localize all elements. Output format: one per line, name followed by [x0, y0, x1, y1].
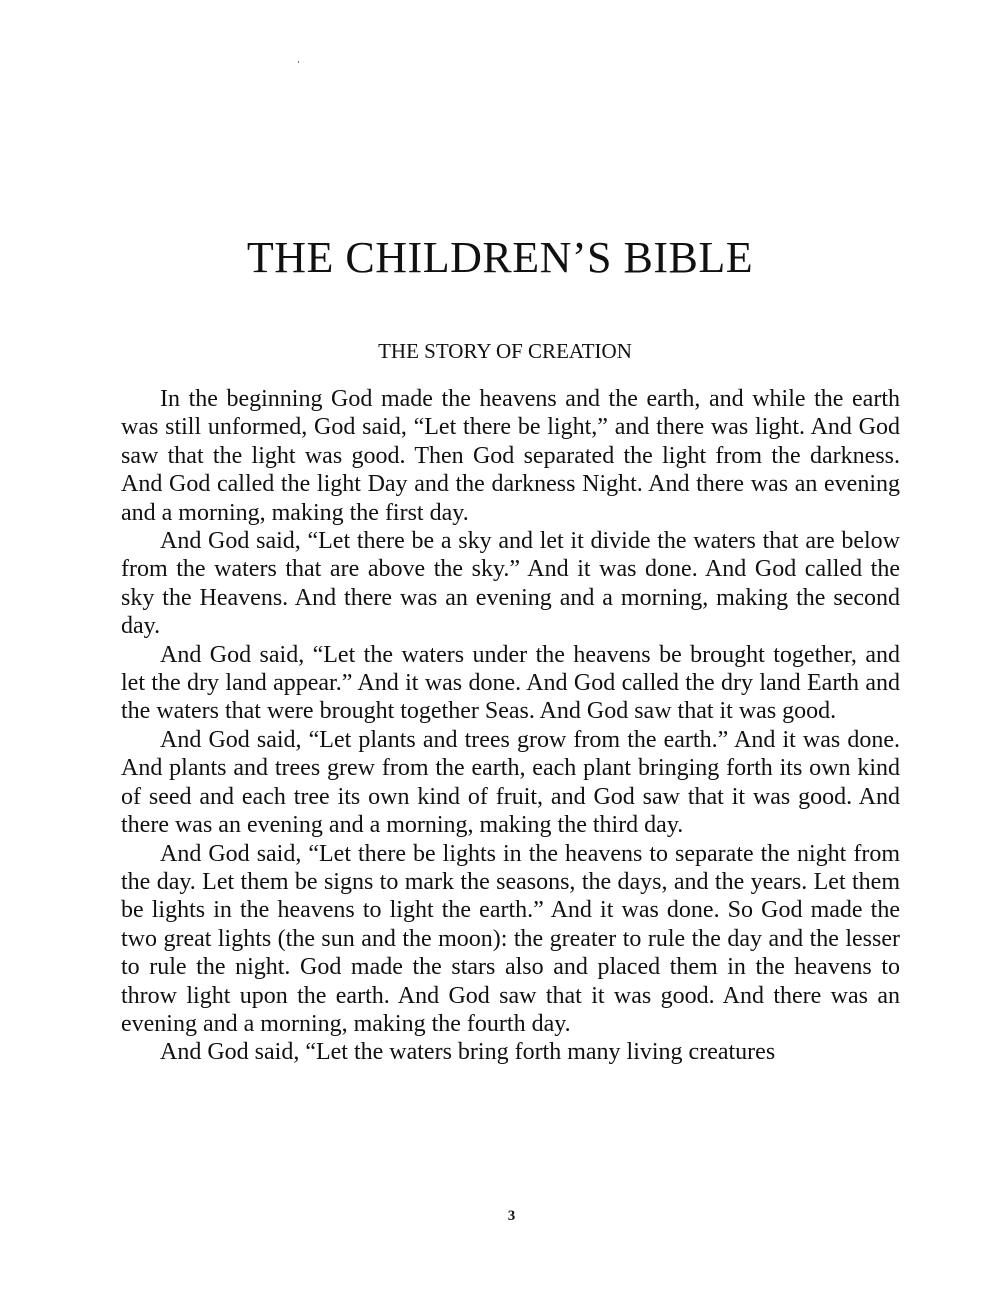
- paragraph-second-day: And God said, “Let there be a sky and let it divide the waters that are below from the waters that are above the sky.” And it was done. And God called the sky the Heavens. And there was an evening and a morning, making the second day.: [121, 528, 900, 640]
- chapter-title: THE STORY OF CREATION: [378, 339, 632, 363]
- paragraph-third-day: And God said, “Let plants and trees grow from the earth.” And it was done. And plants and trees grew from the earth, each plant bringing forth its own kind of seed and each tree its own kind of fruit, and God saw that it was good. And there was an evening and a morning, making the third day.: [121, 726, 900, 839]
- body-text: [121, 385, 900, 1067]
- print-speck: [298, 61, 299, 63]
- paragraph-dry-land: And God said, “Let the waters under the heavens be brought together, and let the dry land appear.” And it was done. And God called the dry land Earth and the waters that were brought together Seas. And God saw that it was good.: [121, 641, 900, 725]
- paragraph-living-creatures: And God said, “Let the waters bring forth many living creatures: [160, 1039, 776, 1066]
- page-number: 3: [507, 1208, 516, 1224]
- book-title: THE CHILDREN’S BIBLE: [246, 233, 754, 282]
- paragraph-fourth-day: And God said, “Let there be lights in the heavens to separate the night from the day. Let them be signs to mark the seasons, the days, and the years. Let them be lights in the heavens to light the earth.” And it was done. So God made the two great lights (the sun and the moon): the greater to rule the day and the lesser to rule the night. God made the stars also and placed them in the heavens to throw light upon the earth. And God saw that it was good. And there was an evening and a morning, making the fourth day.: [121, 840, 900, 1037]
- paragraph-first-day: In the beginning God made the heavens and the earth, and while the earth was still unformed, God said, “Let there be light,” and there was light. And God saw that the light was good. Then God separated the light from the darkness. And God called the light Day and the darkness Night. And there was an evening and a morning, making the first day.: [121, 386, 900, 526]
